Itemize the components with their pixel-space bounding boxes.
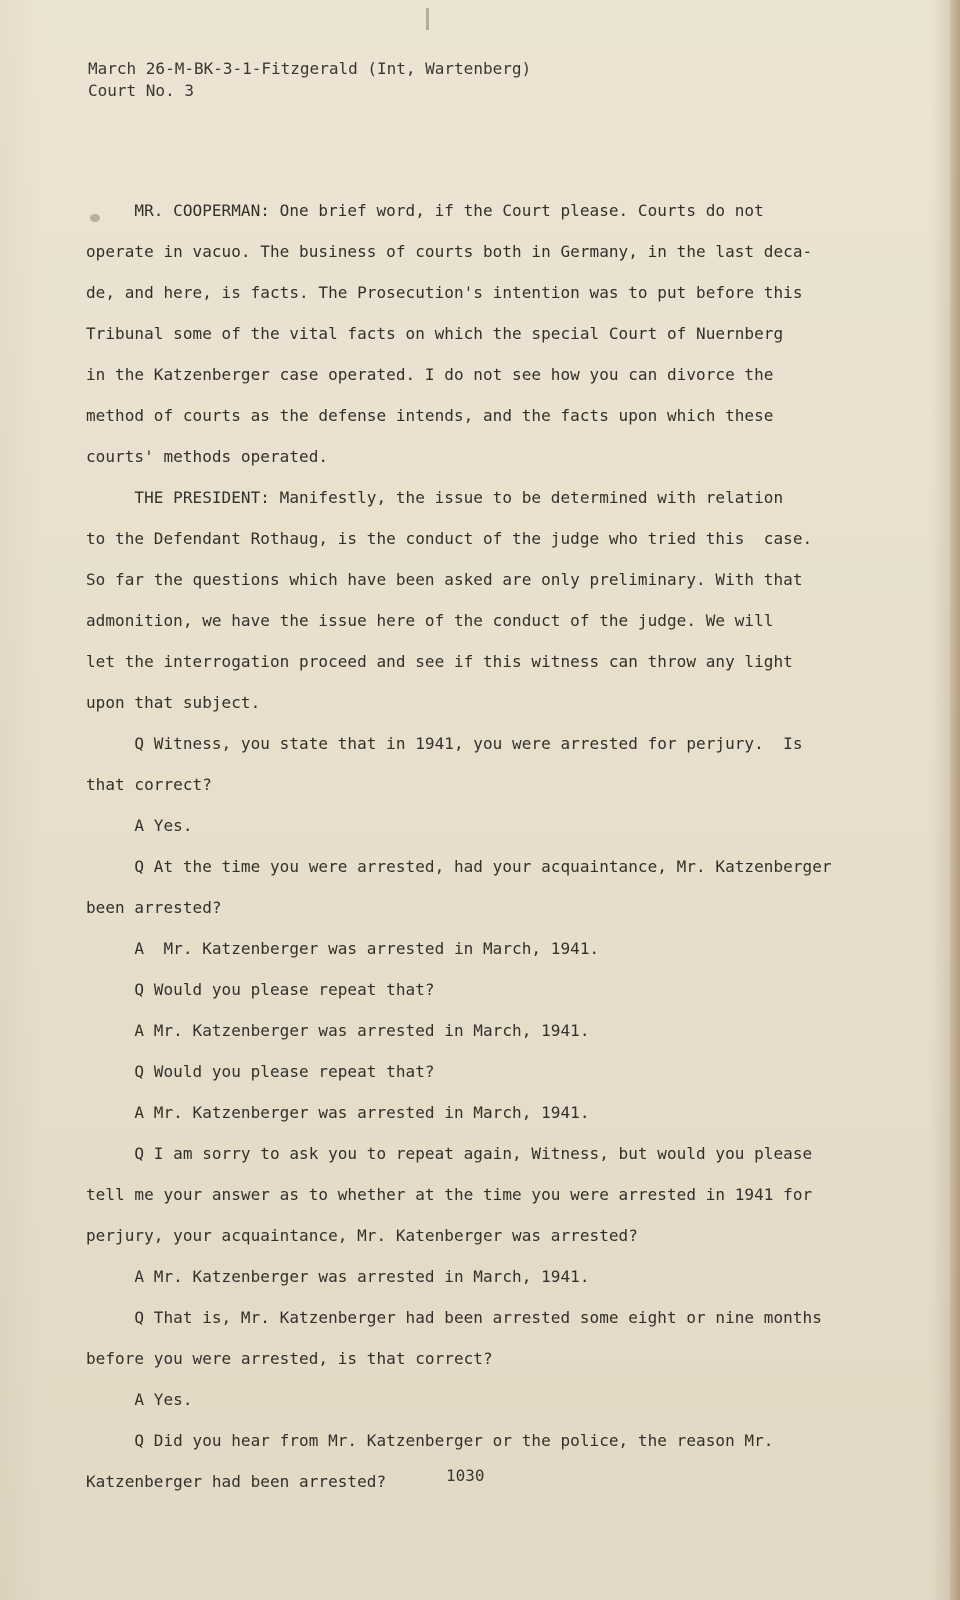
fold-mark: [426, 8, 429, 30]
transcript-line: A Mr. Katzenberger was arrested in March, 1941.: [86, 939, 600, 958]
transcript-line: been arrested?: [86, 898, 222, 917]
transcript-line: Q Would you please repeat that?: [86, 980, 435, 999]
transcript-line: de, and here, is facts. The Prosecution's intention was to put before this: [86, 283, 803, 302]
transcript-line: Q That is, Mr. Katzenberger had been arrested some eight or nine months: [86, 1308, 822, 1327]
header-case-line: March 26-M-BK-3-1-Fitzgerald (Int, Wartenberg): [88, 59, 532, 78]
transcript-line: admonition, we have the issue here of the conduct of the judge. We will: [86, 611, 774, 630]
page-number: 1030: [446, 1466, 485, 1485]
transcript-line: operate in vacuo. The business of courts both in Germany, in the last deca-: [86, 242, 813, 261]
transcript-line: A Mr. Katzenberger was arrested in March, 1941.: [86, 1267, 590, 1286]
transcript-line: Katzenberger had been arrested?: [86, 1472, 387, 1491]
transcript-line: in the Katzenberger case operated. I do not see how you can divorce the: [86, 365, 774, 384]
transcript-line: Q At the time you were arrested, had your acquaintance, Mr. Katzenberger: [86, 857, 832, 876]
transcript-line: method of courts as the defense intends, and the facts upon which these: [86, 406, 774, 425]
transcript-line: A Mr. Katzenberger was arrested in March, 1941.: [86, 1103, 590, 1122]
transcript-line: before you were arrested, is that correct?: [86, 1349, 493, 1368]
transcript-line: Q I am sorry to ask you to repeat again, Witness, but would you please: [86, 1144, 813, 1163]
transcript-line: Q Witness, you state that in 1941, you were arrested for perjury. Is: [86, 734, 803, 753]
transcript-line: perjury, your acquaintance, Mr. Katenberger was arrested?: [86, 1226, 638, 1245]
transcript-line: that correct?: [86, 775, 212, 794]
transcript-line: to the Defendant Rothaug, is the conduct of the judge who tried this case.: [86, 529, 813, 548]
transcript-line: A Yes.: [86, 816, 193, 835]
paper-edge: [950, 0, 960, 1600]
transcript-line: So far the questions which have been asked are only preliminary. With that: [86, 570, 803, 589]
transcript-body: [86, 200, 866, 1512]
transcript-line: Q Would you please repeat that?: [86, 1062, 435, 1081]
transcript-line: courts' methods operated.: [86, 447, 329, 466]
transcript-line: upon that subject.: [86, 693, 261, 712]
transcript-line: Tribunal some of the vital facts on which the special Court of Nuernberg: [86, 324, 784, 343]
transcript-line: tell me your answer as to whether at the time you were arrested in 1941 for: [86, 1185, 813, 1204]
transcript-line: THE PRESIDENT: Manifestly, the issue to be determined with relation: [86, 488, 784, 507]
transcript-line: A Yes.: [86, 1390, 193, 1409]
transcript-line: MR. COOPERMAN: One brief word, if the Court please. Courts do not: [86, 201, 764, 220]
transcript-line: let the interrogation proceed and see if this witness can throw any light: [86, 652, 793, 671]
document-header: [88, 58, 531, 102]
transcript-line: A Mr. Katzenberger was arrested in March, 1941.: [86, 1021, 590, 1040]
header-court-line: Court No. 3: [88, 81, 194, 100]
transcript-line: Q Did you hear from Mr. Katzenberger or the police, the reason Mr.: [86, 1431, 774, 1450]
